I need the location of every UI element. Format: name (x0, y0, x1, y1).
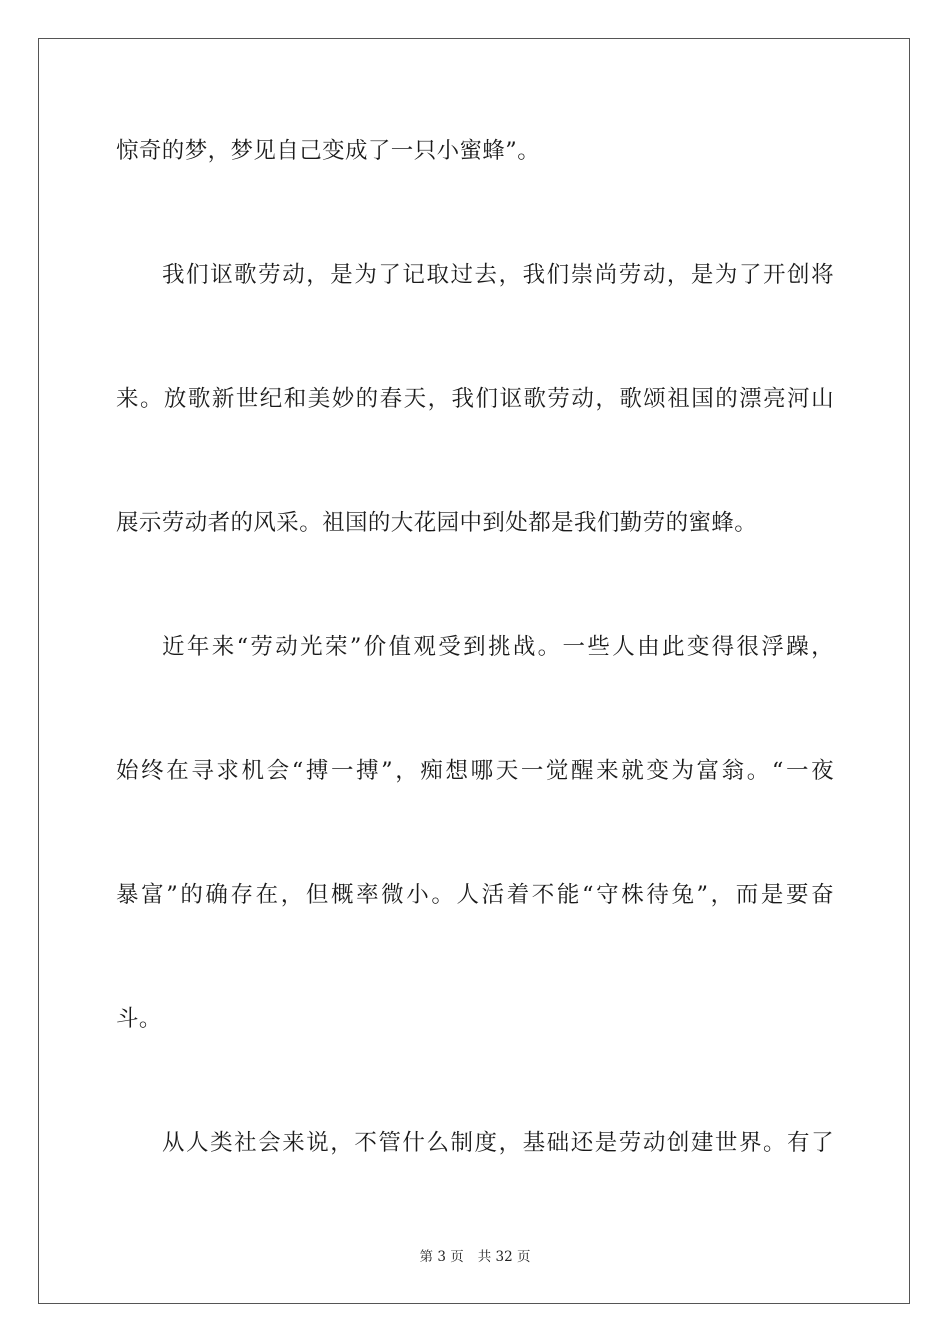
text-line-7: 暴富”的确存在，但概率微小。人活着不能“守株待兔”，而是要奋 (116, 882, 834, 908)
text-line-3: 来。放歌新世纪和美妙的春天，我们讴歌劳动，歌颂祖国的漂亮河山 (116, 386, 834, 412)
text-line-9: 从人类社会来说，不管什么制度，基础还是劳动创建世界。有了 (162, 1130, 834, 1156)
text-line-5: 近年来“劳动光荣”价值观受到挑战。一些人由此变得很浮躁， (162, 634, 834, 660)
text-line-1: 惊奇的梦，梦见自己变成了一只小蜜蜂”。 (116, 138, 541, 164)
page-footer (0, 1248, 950, 1266)
page-total: 共 32 页 (477, 1249, 531, 1265)
text-line-8: 斗。 (116, 1006, 162, 1032)
text-line-2: 我们讴歌劳动，是为了记取过去，我们崇尚劳动，是为了开创将 (162, 262, 834, 288)
text-line-6: 始终在寻求机会“搏一搏”，痴想哪天一觉醒来就变为富翁。“一夜 (116, 758, 834, 784)
text-line-4: 展示劳动者的风采。祖国的大花园中到处都是我们勤劳的蜜蜂。 (116, 510, 758, 536)
page-border (38, 38, 910, 1304)
page-number: 第 3 页 (419, 1249, 464, 1265)
